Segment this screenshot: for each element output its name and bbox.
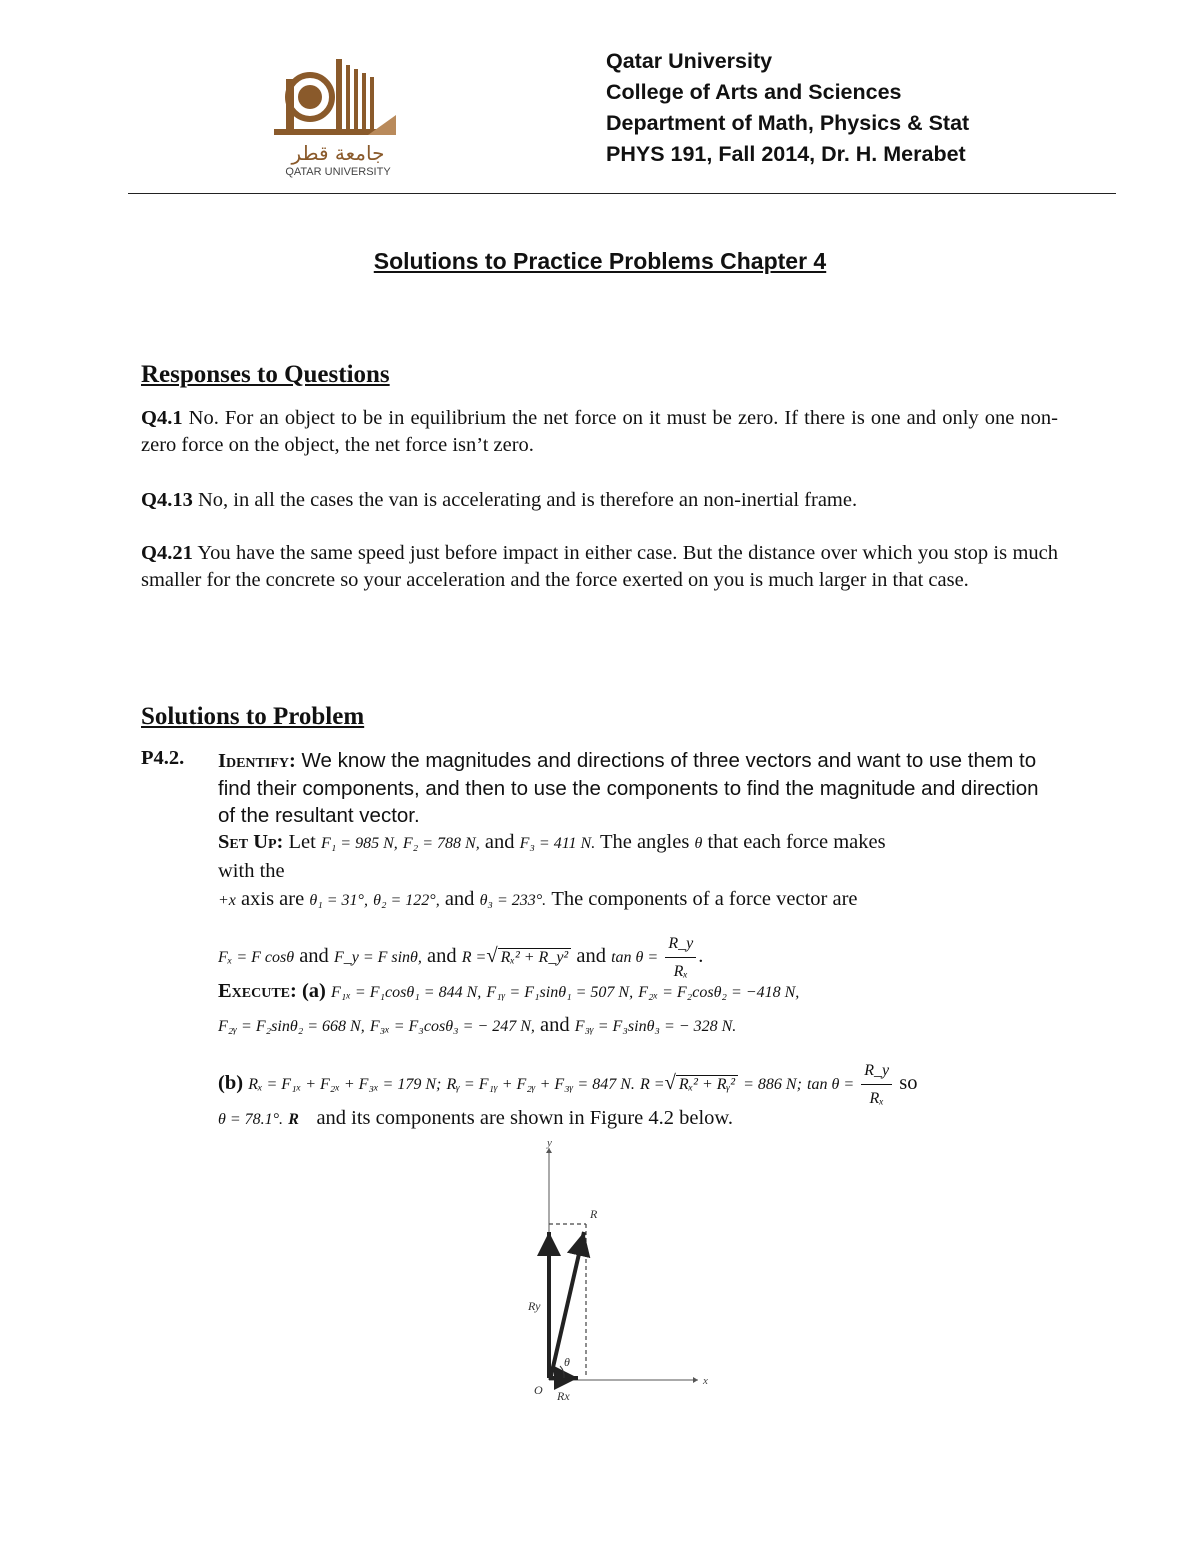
header-university: Qatar University — [606, 49, 773, 73]
setup-line-1 — [218, 829, 886, 857]
question-4-13 — [141, 487, 1058, 514]
question-text: No. For an object to be in equilibrium the net force on it must be zero. If there is one and only one non-zero force on the object, the net force isn’t zero. — [141, 407, 1058, 456]
qatar-university-logo — [268, 55, 408, 180]
solutions-heading: Solutions to Problem — [141, 703, 365, 730]
r-magnitude-radicand: Rₓ² + Rᵧ² — [676, 1075, 738, 1093]
logo-english-text: QATAR UNIVERSITY — [285, 166, 391, 178]
setup-label: Set Up: — [218, 831, 284, 853]
question-label: Q4.13 — [141, 489, 193, 511]
identify-paragraph — [218, 747, 1058, 829]
plus-x: +x — [218, 892, 236, 909]
f3-value: F₃ = 411 N. — [519, 835, 596, 852]
f2y-result: F₂ᵧ = F₂sinθ₂ = 668 N, — [218, 1018, 365, 1035]
identify-text: We know the magnitudes and directions of three vectors and want to use them to find their components, and then to use the components to find the magnitude and direction of the resultant vector. — [218, 749, 1039, 827]
r-formula: R = — [461, 949, 487, 967]
header-course: PHYS 191, Fall 2014, Dr. H. Merabet — [606, 142, 966, 166]
and-word: and — [576, 945, 606, 968]
f2x-result: F₂ₓ = F₂cosθ₂ = −418 N, — [638, 984, 800, 1001]
and-word: and — [427, 945, 457, 968]
part-a-label: (a) — [301, 980, 326, 1002]
header-department: Department of Math, Physics & Stat — [606, 111, 970, 135]
f2-value: F₂ = 788 N, — [402, 835, 480, 852]
components-text: The components of a force vector are — [546, 888, 858, 910]
rx-label: Rx — [557, 1389, 570, 1403]
setup-angles: The angles — [595, 831, 695, 853]
so-word: so — [899, 1072, 918, 1095]
fraction-numerator: R_y — [861, 1057, 892, 1085]
fx-formula: Fₓ = F cosθ — [218, 949, 295, 967]
r-label: R — [590, 1207, 598, 1221]
figure-4-2 — [520, 1140, 720, 1410]
problem-label: P4.2. — [141, 747, 185, 769]
ry-result: Rᵧ = F₁ᵧ + F₂ᵧ + F₃ᵧ = 847 N. — [446, 1076, 635, 1094]
ry-label: Ry — [528, 1299, 541, 1313]
f3y-result: F₃ᵧ = F₃sinθ₃ = − 328 N. — [574, 1018, 737, 1035]
fraction-denominator: Rₓ — [869, 1090, 884, 1107]
axis-are: axis are — [235, 888, 310, 910]
f1x-result: F₁ₓ = F₁cosθ₁ = 844 N, — [331, 984, 482, 1001]
y-axis-label: y — [547, 1140, 552, 1149]
theta1-value: θ₁ = 31°, — [309, 892, 368, 909]
theta-result: θ = 78.1°. — [218, 1111, 284, 1128]
fraction-denominator: Rₓ — [673, 963, 688, 980]
fy-formula: F_y = F sinθ, — [333, 949, 422, 967]
component-formulas: Fₓ = F cosθ and F_y = F sinθ, and R =√ Rₓ² + R_y² and tan θ = $\frac{R\_y}{\text{Rₓ}}$ . — [218, 930, 703, 985]
and-word: and — [444, 888, 475, 910]
question-label: Q4.1 — [141, 407, 183, 429]
question-text: No, in all the cases the van is accelerating and is therefore an non-inertial frame. — [192, 489, 858, 511]
part-b-label: (b) — [218, 1072, 244, 1095]
execute-label: Execute: — [218, 980, 297, 1002]
setup-angles-tail: that each force makes — [702, 831, 886, 853]
execute-line-2 — [218, 1012, 736, 1040]
question-4-21 — [141, 540, 1058, 594]
final-line — [218, 1105, 733, 1133]
question-4-1 — [141, 405, 1058, 459]
r-magnitude-post: = 886 N; — [743, 1076, 802, 1094]
f1y-result: F₁ᵧ = F₁sinθ₁ = 507 N, — [486, 984, 634, 1001]
header-info — [606, 46, 969, 170]
header-divider — [128, 193, 1116, 194]
execute-line-1 — [218, 978, 799, 1006]
rx-result: Rₓ = F₁ₓ + F₂ₓ + F₃ₓ = 179 N; — [248, 1076, 442, 1094]
r-radicand: Rₓ² + R_y² — [498, 948, 572, 966]
ry-over-rx-b — [861, 1057, 892, 1112]
part-b-line: (b) Rₓ = F₁ₓ + F₂ₓ + F₃ₓ = 179 N; Rᵧ = F₁ᵧ + F₂ᵧ + F₃ᵧ = 847 N. R =√ Rₓ² + Rᵧ² = 886 N; tan θ = $\frac{R\_y}{\text{Rₓ}}$ so — [218, 1057, 918, 1112]
setup-line-2: with the — [218, 860, 285, 882]
final-text: and its components are shown in Figure 4.2 below. — [311, 1107, 734, 1129]
and-word: and — [299, 945, 329, 968]
f3x-result: F₃ₓ = F₃cosθ₃ = − 247 N, — [369, 1018, 535, 1035]
and-word: and — [484, 831, 515, 853]
tan-b: tan θ = — [807, 1076, 855, 1094]
question-label: Q4.21 — [141, 542, 193, 564]
origin-label: O — [534, 1383, 543, 1397]
theta-symbol: θ — [694, 835, 703, 852]
r-vector: R⃗ — [288, 1111, 312, 1128]
f1-value: F₁ = 985 N, — [320, 835, 398, 852]
question-text: You have the same speed just before impact in either case. But the distance over which you stop is much smaller for the concrete so your acceleration and the force exerted on you is much larger in that case. — [141, 542, 1058, 591]
setup-let: Let — [283, 831, 321, 853]
document-title: Solutions to Practice Problems Chapter 4 — [373, 248, 827, 274]
ry-over-rx — [665, 930, 696, 985]
x-axis-label: x — [703, 1375, 708, 1387]
responses-heading: Responses to Questions — [141, 361, 390, 388]
logo-arabic-text: جامعة قطر — [291, 141, 385, 165]
header-college: College of Arts and Sciences — [606, 80, 902, 104]
tan-formula: tan θ = — [611, 949, 659, 967]
identify-label: Identify: — [218, 750, 296, 772]
theta2-value: θ₂ = 122°, — [373, 892, 440, 909]
r-magnitude-pre: R = — [639, 1076, 665, 1094]
setup-line-3 — [218, 886, 858, 914]
fraction-numerator: R_y — [665, 930, 696, 958]
theta3-value: θ₃ = 233°. — [479, 892, 547, 909]
theta-label: θ — [564, 1355, 570, 1369]
and-word: and — [540, 1014, 570, 1036]
